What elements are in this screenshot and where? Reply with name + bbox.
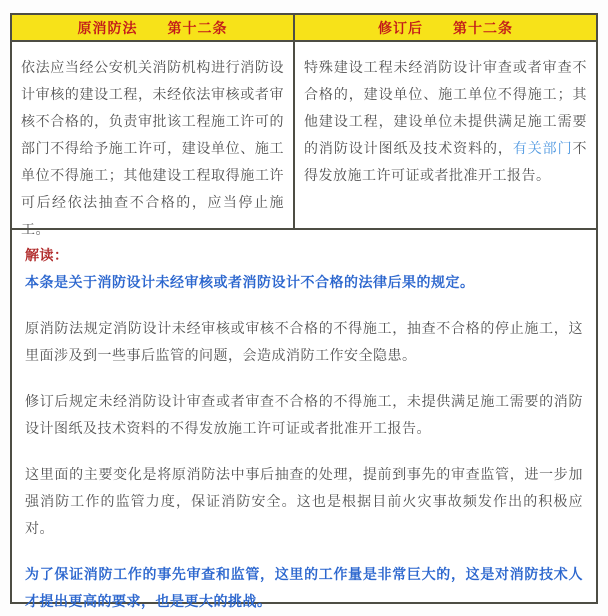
interpretation-section xyxy=(12,230,596,616)
interpretation-paragraph: 原消防法规定消防设计未经审核或审核不合格的不得施工，抽查不合格的停止施工，这里面涉及到一些事后监管的问题，会造成消防工作安全隐患。 xyxy=(25,321,583,364)
interpretation-paragraph: 修订后规定未经消防设计审查或者审查不合格的不得施工，未提供满足施工需要的消防设计图纸及技术资料的不得发放施工许可证或者批准开工报告。 xyxy=(25,394,583,437)
revised-law-text-post: 不得发放施工许可证或者批准开工报告。 xyxy=(304,141,588,184)
interpretation-paragraph: 这里面的主要变化是将原消防法中事后抽查的处理，提前到事先的审查监管，进一步加强消防工作的监管力度，保证消防安全。这也是根据目前火灾事故频发作出的积极应对。 xyxy=(25,467,583,537)
revised-law-highlight: 有关部门 xyxy=(512,141,573,157)
interpretation-label: 解读： xyxy=(25,248,69,264)
revised-law-text-pre: 特殊建设工程未经消防设计审查或者审查不合格的，建设单位、施工单位不得施工；其他建设工程，建设单位未提供满足施工需要的消防设计图纸及技术资料的， xyxy=(304,60,587,157)
table-content-row xyxy=(12,42,596,238)
comparison-document xyxy=(10,13,598,610)
revised-law-text xyxy=(295,42,596,228)
header-revised-law: 修订后 第十二条 xyxy=(295,15,596,40)
interpretation-thesis: 本条是关于消防设计未经审核或者消防设计不合格的法律后果的规定。 xyxy=(25,275,475,291)
original-law-text: 依法应当经公安机关消防机构进行消防设计审核的建设工程，未经依法审核或者审核不合格的，负责审批该工程施工许可的部门不得给予施工许可，建设单位、施工单位不得施工；其他建设工程取得施工许可后经依法抽查不合格的，应当停止施工。 xyxy=(12,42,295,228)
table-header-row xyxy=(12,15,596,42)
interpretation-conclusion: 为了保证消防工作的事先审查和监管，这里的工作量是非常巨大的，这是对消防技术人才提出更高的要求，也是更大的挑战。 xyxy=(25,567,583,610)
header-original-law: 原消防法 第十二条 xyxy=(12,15,295,40)
